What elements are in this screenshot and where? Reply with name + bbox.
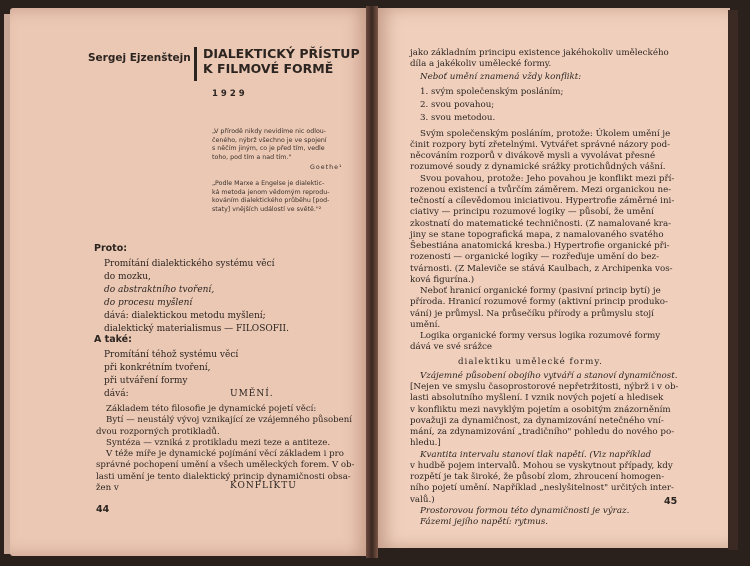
text-line: jiny se stane topografická mapa, z namalovaného svatého [410, 229, 664, 240]
section-heading: A také: [94, 334, 132, 345]
text-line: díla a jakékoliv umělecké formy. [410, 59, 552, 70]
text-line: tvárnosti. (Z Malevičе se stává Kaulbach, z Archipenka vos- [410, 263, 673, 274]
body-line: žen v [96, 483, 119, 494]
text-line: Svým společenským posláním, protože: Úkolem umění je [420, 128, 671, 139]
text-line: 1. svým společenským posláním; [420, 86, 564, 97]
text-line: v hudbě pojem intervalů. Mohou se vyskytnout případy, kdy [410, 460, 673, 471]
text-line: zkostnatí do matematické techničnosti. (Z namalované kra- [410, 218, 672, 229]
list-proto [104, 258, 289, 336]
book-cover-edge-right [728, 10, 738, 550]
text-line: v konfliktu mezi navyklým pojetím a osobitým znázorněním [410, 404, 671, 415]
text-line: Neboť umění znamená vždy konflikt: [420, 71, 582, 82]
list-line: dává: [104, 389, 129, 399]
list-line: do abstraktního tvoření, [104, 285, 215, 295]
text-line: tečností a cílevědomou iniciativou. Hypertrofie záměrné ini- [410, 196, 675, 206]
list-line: Promítání dialektického systému věcí [104, 259, 275, 269]
page-number-left: 44 [96, 504, 110, 515]
body-line: Bytí — neustálý vývoj vznikající ze vzájemného působení [106, 415, 353, 426]
section-heading: Proto: [94, 243, 128, 254]
text-line: rozpětí je tak široké, že působí zlom, zhroucení homogen- [410, 472, 665, 482]
list-a-take [104, 349, 238, 401]
text-line: příroda. Hranicí rozumové formy (aktivní princip produko- [410, 297, 668, 308]
text-line: hledu.] [410, 438, 441, 449]
list-line: dialektický materialismus — FILOSOFII. [104, 324, 289, 334]
emphasis-word: KONFLIKTU [230, 481, 297, 491]
body-line: Syntéza — vzniká z protikladu mezi teze a antiteze. [106, 437, 331, 448]
epigraph-goethe [212, 128, 327, 162]
chapter-title [203, 46, 360, 76]
text-line: Šebestiána anatomická kresba.) Hypertrofie organické při- [410, 241, 670, 251]
list-line: do procesu myšlení [104, 298, 193, 308]
list-line: do mozku, [104, 272, 151, 282]
page-number-right: 45 [664, 496, 678, 507]
epigraph-marx [212, 180, 330, 214]
text-line: Svou povahou, protože: Jeho povahou je konflikt mezi pří- [420, 173, 675, 184]
epigraph-line: „V přírodě nikdy nevidíme nic odlou- [212, 128, 327, 135]
text-line: rozenou existencí a tvůrčím záměrem. Mezi organickou ne- [410, 184, 672, 195]
body-line: dvou rozporných protikladů. [96, 426, 220, 437]
text-line: lasti absolutního myšlení. I vznik nových pojetí a hledisek [410, 393, 664, 404]
epigraph-line: ká metoda jenom vědomým reprodu- [212, 188, 330, 196]
text-line: rozenosti — organické logiky — rozřeďuje umění do bez- [410, 252, 660, 263]
text-line: dialektiku umělecké formy. [458, 356, 603, 367]
body-line: lasti umění je tento dialektický princip dynamičnosti obsa- [96, 471, 351, 482]
text-line: něcováním rozporů v divákově mysli a vyvolávat přesné [410, 151, 656, 161]
emphasis-word: UMĚNÍ. [230, 389, 274, 399]
body-line: správné pochopení umění a všech uměleckých forem. V ob- [96, 460, 355, 471]
book-gutter [366, 6, 378, 558]
text-line: vání) je průmysl. Na průsečíku přírody a průmyslu stojí [410, 308, 654, 319]
text-line: Kvantita intervalu stanoví tlak napětí. (Viz například [420, 449, 652, 460]
text-line: Logika organické formy versus logika rozumové formy [420, 331, 661, 341]
right-page-text [410, 48, 678, 528]
text-line: Neboť hranicí organické formy (pasivní princip bytí) je [420, 286, 661, 296]
body-paragraph [96, 404, 354, 494]
epigraph-line: čeného, nýbrž všechno je ve spojení [212, 136, 327, 144]
chapter-year: 1929 [212, 89, 248, 99]
text-line: umění. [410, 319, 441, 330]
title-rule [194, 47, 197, 81]
epigraph-source: Goethe¹ [310, 164, 343, 171]
text-line: Vzájemné působení obojího vytváří a stanoví dynamičnost. [420, 370, 678, 381]
epigraph-line: toho, pod tím a nad tím." [212, 153, 292, 161]
epigraph-line: „Podle Marxe a Engelse je dialektic- [212, 180, 325, 187]
text-line: valů.) [410, 494, 435, 505]
text-line: 3. svou metodou. [420, 113, 496, 124]
text-line: považuji za dynamičnost, za dynamizování netečného vní- [410, 415, 664, 426]
text-line: 2. svou povahou; [420, 100, 495, 110]
body-line: Základem této filosofie je dynamické pojetí věcí: [106, 404, 317, 414]
text-line: činit rozpory bytí zřetelnými. Vytvářet správné názory pod- [410, 139, 671, 150]
text-line: Prostorovou formou této dynamičnosti je výraz. [420, 505, 630, 516]
text-line: [Nejen ve smyslu časoprostorové nepřetržitosti, nýbrž i v ob- [410, 382, 679, 392]
text-line: ního pojetí umění. Například „neslyšitelnost" určitých inter- [410, 483, 674, 494]
title-line: DIALEKTICKÝ PŘÍSTUP [203, 46, 360, 61]
author-name: Sergej Ejzenštejn [88, 52, 191, 64]
epigraph-line: s něčím jiným, co je před tím, vedle [212, 145, 325, 152]
text-line: mání, za zdynamizování „tradičního" pohledu do nového po- [410, 427, 675, 437]
epigraph-line: staty] vnějších událostí ve světě."² [212, 205, 322, 213]
list-line: dává: dialektickou metodu myšlení; [104, 311, 266, 321]
text-line: rozumové soudy z dynamické srážky protichůdných vášní. [410, 162, 666, 173]
text-line: jako základním principu existence jakéhokoliv uměleckého [410, 48, 669, 58]
body-line: V téže míře je dynamické pojímání věcí základem i pro [106, 449, 344, 460]
text-line: Fázemi jejího napětí: rytmus. [420, 517, 549, 527]
epigraph-line: kováním dialektického průběhu [pod- [212, 197, 330, 204]
text-line: ková figurína.) [410, 274, 475, 285]
list-line: Promítání téhož systému věcí [104, 350, 239, 360]
text-line: dává ve své srážce [410, 342, 493, 353]
title-line: K FILMOVÉ FORMĚ [203, 61, 334, 76]
list-line: při utváření formy [104, 376, 188, 386]
text-line: ciativy — principu rozumové logiky — působí, že umění [410, 207, 654, 218]
list-line: při konkrétním tvoření, [104, 363, 211, 373]
